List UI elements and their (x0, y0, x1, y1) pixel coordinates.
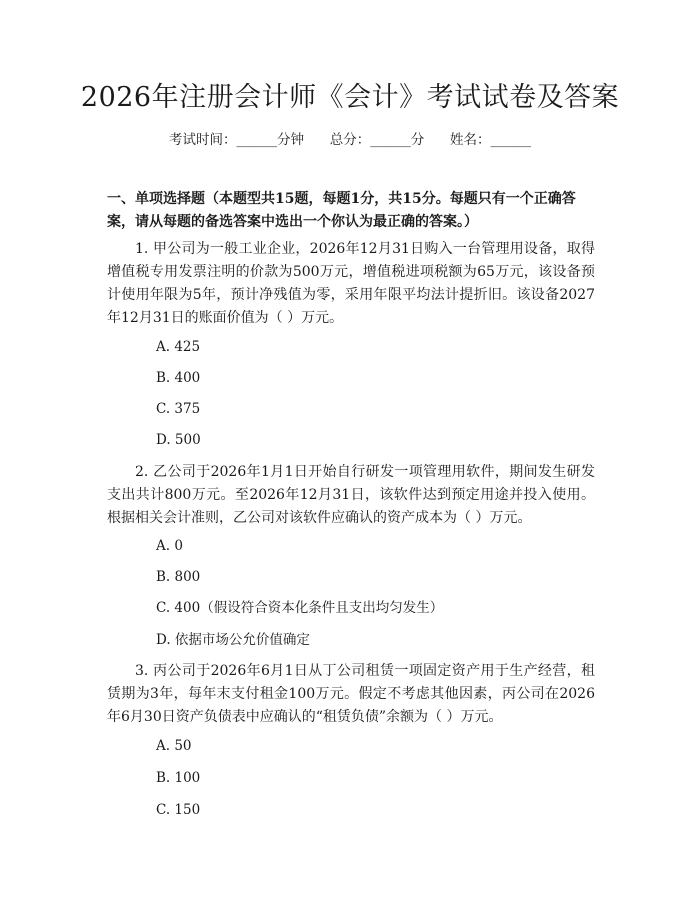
question-1-option-a: A. 425 (156, 339, 201, 355)
question-3-option-a: A. 50 (156, 738, 192, 754)
question-1-option-b: B. 400 (156, 370, 201, 386)
question-2-option-b: B. 800 (156, 569, 201, 585)
question-3: 3. 丙公司于2026年6月1日从丁公司租赁一项固定资产用于生产经营，租赁期为3年，每年末支付租金100万元。假定不考虑其他因素，丙公司在2026年6月30日资产负债表中应确认的“租赁负债”余额为（ ）万元。 (107, 663, 595, 725)
question-1-option-d: D. 500 (156, 432, 201, 448)
question-1-option-c: C. 375 (156, 401, 201, 417)
exam-title: 2026年注册会计师《会计》考试试卷及答案 (80, 82, 620, 113)
section-heading: 一、单项选择题（本题型共15题，每题1分，共15分。每题只有一个正确答案，请从每题的备选答案中选出一个你认为最正确的答案。） (107, 191, 576, 230)
question-2-option-d: D. 依据市场公允价值确定 (156, 632, 310, 648)
question-3-option-b: B. 100 (156, 770, 201, 786)
question-2-option-a: A. 0 (156, 538, 183, 554)
question-2: 2. 乙公司于2026年1月1日开始自行研发一项管理用软件，期间发生研发支出共计800万元。至2026年12月31日，该软件达到预定用途并投入使用。根据相关会计准则，乙公司对该软件应确认的资产成本为（ ）万元。 (107, 464, 595, 526)
question-2-option-c: C. 400（假设符合资本化条件且支出均匀发生） (156, 600, 444, 616)
exam-meta-line: 考试时间：______分钟 总分：______分 姓名：______ (169, 132, 531, 148)
question-3-option-c: C. 150 (156, 802, 201, 818)
question-1: 1. 甲公司为一般工业企业，2026年12月31日购入一台管理用设备，取得增值税专用发票注明的价款为500万元，增值税进项税额为65万元，该设备预计使用年限为5年，预计净残值为零，采用年限平均法计提折旧。该设备2027年12月31日的账面价值为（ ）万元。 (107, 241, 595, 326)
